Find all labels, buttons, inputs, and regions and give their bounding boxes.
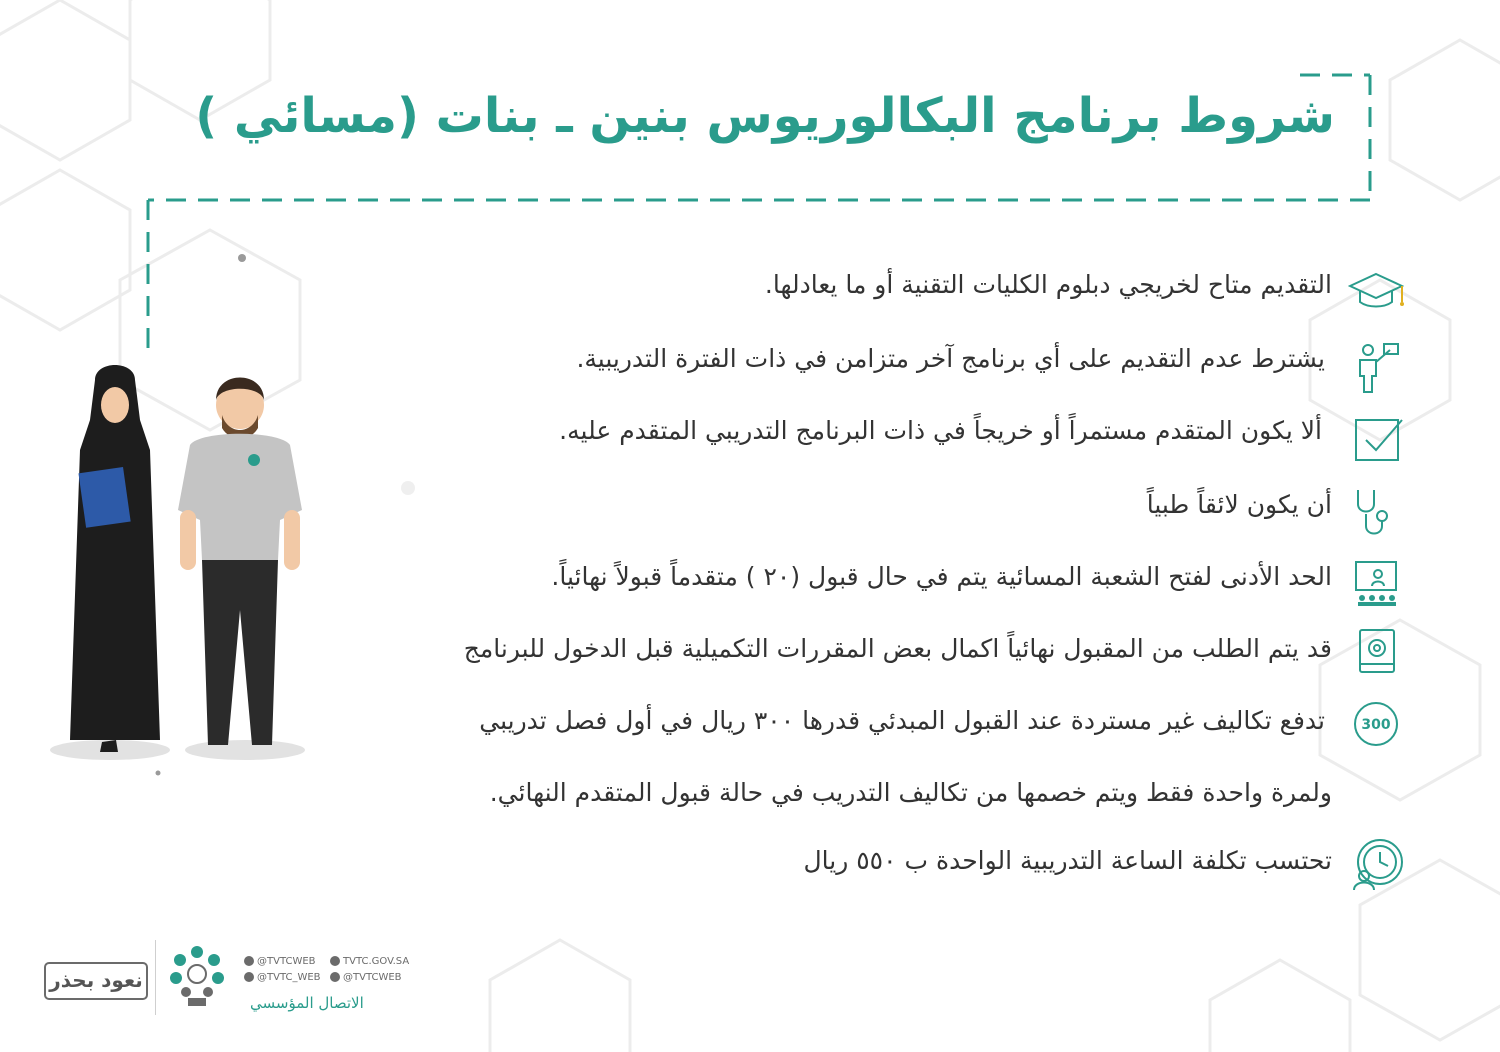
condition-3-text: ألا يكون المتقدم مستمراً أو خريجاً في ذات البرنامج التدريبي المتقدم عليه. <box>559 416 1322 445</box>
trainer-icon <box>1350 340 1406 396</box>
tvtc-logo <box>168 942 226 1008</box>
checkbox-icon <box>1352 410 1408 466</box>
condition-2-text: يشترط عدم التقديم على أي برنامج آخر متزامن في ذات الفترة التدريبية. <box>576 344 1325 373</box>
course-book-icon <box>1350 624 1406 680</box>
clock-hour-icon <box>1350 836 1406 892</box>
footer-divider <box>155 940 156 1015</box>
snapchat-icon <box>330 972 340 982</box>
page-title: شروط برنامج البكالوريوس بنين ـ بنات (مسائي ) <box>195 88 1335 144</box>
condition-1-text: التقديم متاح لخريجي دبلوم الكليات التقنية أو ما يعادلها. <box>764 270 1332 299</box>
website-link[interactable]: TVTC.GOV.SA <box>330 956 409 967</box>
stethoscope-icon <box>1348 484 1404 540</box>
condition-6-text: قد يتم الطلب من المقبول نهائياً اكمال بعض المقررات التكميلية قبل الدخول للبرنامج <box>463 634 1332 663</box>
male-student <box>178 378 302 746</box>
snapchat-handle: @TVTCWEB <box>330 972 402 983</box>
condition-5-text: الحد الأدنى لفتح الشعبة المسائية يتم في حال قبول (٢٠ ) متقدماً قبولاً نهائياً. <box>551 562 1332 591</box>
condition-4-text: أن يكون لائقاً طبياً <box>1146 490 1332 519</box>
twitter-icon <box>244 956 254 966</box>
condition-8-text: تحتسب تكلفة الساعة التدريبية الواحدة ب ٥٥٠ ريال <box>803 846 1332 875</box>
condition-7-text-continued: ولمرة واحدة فقط ويتم خصمها من تكاليف التدريب في حالة قبول المتقدم النهائي. <box>489 778 1332 807</box>
classroom-icon <box>1350 556 1406 612</box>
fee-300-icon <box>1348 696 1404 752</box>
instagram-handle: @TVTC_WEB <box>244 972 321 983</box>
instagram-icon <box>244 972 254 982</box>
twitter-handle: @TVTCWEB <box>244 956 316 967</box>
students-illustration <box>40 360 320 770</box>
female-student <box>70 365 160 752</box>
graduation-cap-icon <box>1348 262 1404 318</box>
campaign-badge: نعود بحذر <box>44 962 148 1000</box>
fee-300-label: 300 <box>1361 717 1391 733</box>
condition-7-text: تدفع تكاليف غير مستردة عند القبول المبدئي قدرها ٣٠٠ ريال في أول فصل تدريبي <box>479 706 1325 735</box>
globe-icon <box>330 956 340 966</box>
department-name: الاتصال المؤسسي <box>250 994 364 1012</box>
